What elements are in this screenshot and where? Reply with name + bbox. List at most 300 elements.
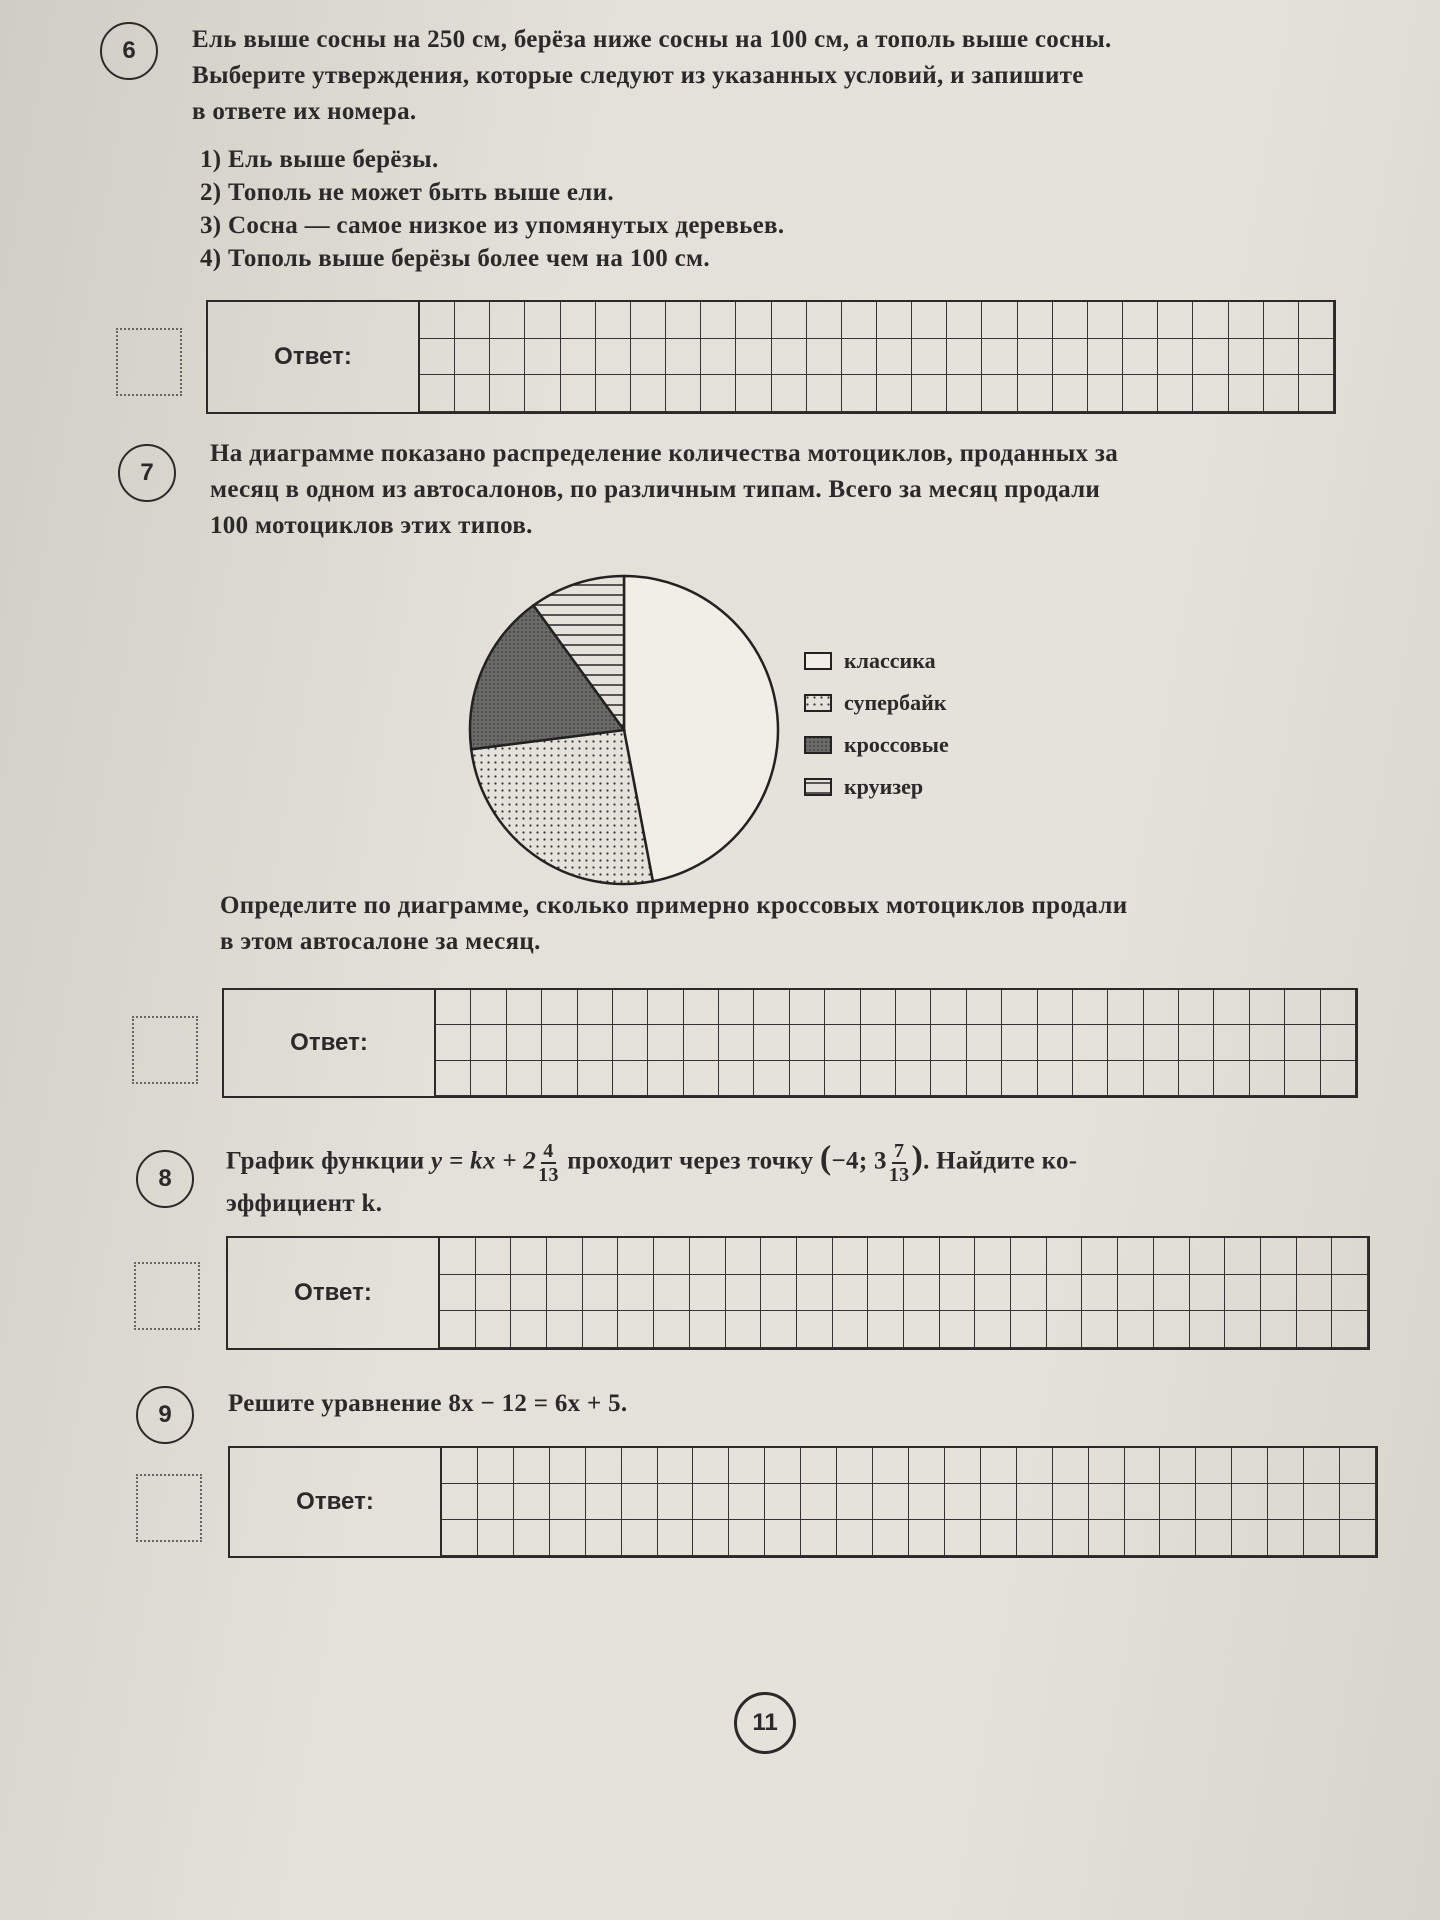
answer-cell[interactable]	[729, 1448, 765, 1484]
answer-cell[interactable]	[1073, 1061, 1108, 1096]
answer-cell[interactable]	[578, 1025, 613, 1060]
answer-cell[interactable]	[729, 1484, 765, 1520]
answer-cell[interactable]	[1158, 339, 1193, 376]
answer-cell[interactable]	[772, 375, 807, 412]
answer-cell[interactable]	[719, 1025, 754, 1060]
answer-cell[interactable]	[511, 1238, 547, 1275]
answer-cell[interactable]	[940, 1311, 976, 1348]
answer-cell[interactable]	[765, 1520, 801, 1556]
answer-cell[interactable]	[837, 1520, 873, 1556]
answer-cell[interactable]	[833, 1238, 869, 1275]
answer-cell[interactable]	[442, 1448, 478, 1484]
answer-cell[interactable]	[1053, 1520, 1089, 1556]
answer-cell[interactable]	[797, 1311, 833, 1348]
answer-cell[interactable]	[719, 1061, 754, 1096]
answer-cell[interactable]	[690, 1275, 726, 1312]
answer-cell[interactable]	[947, 302, 982, 339]
answer-cell[interactable]	[1232, 1520, 1268, 1556]
answer-cell[interactable]	[931, 1061, 966, 1096]
answer-cell[interactable]	[1088, 339, 1123, 376]
answer-cell[interactable]	[547, 1238, 583, 1275]
answer-cell[interactable]	[701, 339, 736, 376]
answer-cell[interactable]	[947, 339, 982, 376]
answer-cell[interactable]	[666, 339, 701, 376]
answer-cell[interactable]	[754, 990, 789, 1025]
answer-cell[interactable]	[1214, 1025, 1249, 1060]
answer-cell[interactable]	[1264, 339, 1299, 376]
answer-cell[interactable]	[1038, 990, 1073, 1025]
answer-cell[interactable]	[982, 339, 1017, 376]
answer-cell[interactable]	[981, 1484, 1017, 1520]
answer-cell[interactable]	[1082, 1238, 1118, 1275]
answer-cell[interactable]	[440, 1238, 476, 1275]
answer-cell[interactable]	[561, 302, 596, 339]
answer-cell[interactable]	[1225, 1238, 1261, 1275]
task-6-answer-grid[interactable]	[420, 302, 1334, 412]
answer-cell[interactable]	[1002, 1025, 1037, 1060]
answer-cell[interactable]	[825, 1025, 860, 1060]
answer-cell[interactable]	[583, 1311, 619, 1348]
answer-cell[interactable]	[631, 375, 666, 412]
answer-cell[interactable]	[1268, 1484, 1304, 1520]
answer-cell[interactable]	[666, 302, 701, 339]
answer-cell[interactable]	[837, 1448, 873, 1484]
answer-cell[interactable]	[701, 302, 736, 339]
answer-cell[interactable]	[765, 1448, 801, 1484]
answer-cell[interactable]	[975, 1275, 1011, 1312]
answer-cell[interactable]	[693, 1484, 729, 1520]
answer-cell[interactable]	[967, 990, 1002, 1025]
answer-cell[interactable]	[861, 990, 896, 1025]
answer-cell[interactable]	[1229, 302, 1264, 339]
answer-cell[interactable]	[1264, 302, 1299, 339]
answer-cell[interactable]	[1340, 1520, 1376, 1556]
answer-cell[interactable]	[514, 1448, 550, 1484]
answer-cell[interactable]	[736, 375, 771, 412]
answer-cell[interactable]	[1214, 990, 1249, 1025]
answer-cell[interactable]	[596, 339, 631, 376]
answer-cell[interactable]	[622, 1448, 658, 1484]
answer-cell[interactable]	[1125, 1484, 1161, 1520]
answer-cell[interactable]	[1299, 339, 1334, 376]
answer-cell[interactable]	[586, 1484, 622, 1520]
answer-cell[interactable]	[561, 375, 596, 412]
answer-cell[interactable]	[436, 1061, 471, 1096]
answer-cell[interactable]	[561, 339, 596, 376]
answer-cell[interactable]	[476, 1311, 512, 1348]
answer-cell[interactable]	[684, 1025, 719, 1060]
answer-cell[interactable]	[842, 339, 877, 376]
answer-cell[interactable]	[861, 1025, 896, 1060]
answer-cell[interactable]	[654, 1275, 690, 1312]
answer-cell[interactable]	[1340, 1484, 1376, 1520]
answer-cell[interactable]	[511, 1311, 547, 1348]
answer-cell[interactable]	[1123, 302, 1158, 339]
answer-cell[interactable]	[772, 339, 807, 376]
answer-cell[interactable]	[904, 1238, 940, 1275]
task-8-answer-box[interactable]	[226, 1236, 1370, 1350]
answer-cell[interactable]	[690, 1238, 726, 1275]
answer-cell[interactable]	[1190, 1238, 1226, 1275]
answer-cell[interactable]	[583, 1275, 619, 1312]
answer-cell[interactable]	[1193, 375, 1228, 412]
answer-cell[interactable]	[945, 1520, 981, 1556]
answer-cell[interactable]	[455, 375, 490, 412]
answer-cell[interactable]	[807, 339, 842, 376]
answer-cell[interactable]	[868, 1238, 904, 1275]
answer-cell[interactable]	[1089, 1520, 1125, 1556]
answer-cell[interactable]	[455, 302, 490, 339]
task-7-answer-grid[interactable]	[436, 990, 1356, 1096]
answer-cell[interactable]	[1285, 1025, 1320, 1060]
answer-cell[interactable]	[807, 375, 842, 412]
answer-cell[interactable]	[542, 1025, 577, 1060]
answer-cell[interactable]	[873, 1484, 909, 1520]
answer-cell[interactable]	[1011, 1311, 1047, 1348]
answer-cell[interactable]	[1214, 1061, 1249, 1096]
answer-cell[interactable]	[1285, 990, 1320, 1025]
answer-cell[interactable]	[471, 990, 506, 1025]
answer-cell[interactable]	[842, 375, 877, 412]
answer-cell[interactable]	[514, 1520, 550, 1556]
answer-cell[interactable]	[912, 339, 947, 376]
answer-cell[interactable]	[618, 1311, 654, 1348]
answer-cell[interactable]	[658, 1484, 694, 1520]
answer-cell[interactable]	[1268, 1520, 1304, 1556]
answer-cell[interactable]	[1011, 1238, 1047, 1275]
answer-cell[interactable]	[507, 990, 542, 1025]
answer-cell[interactable]	[801, 1484, 837, 1520]
answer-cell[interactable]	[631, 302, 666, 339]
answer-cell[interactable]	[833, 1311, 869, 1348]
answer-cell[interactable]	[1053, 339, 1088, 376]
answer-cell[interactable]	[1118, 1238, 1154, 1275]
answer-cell[interactable]	[684, 1061, 719, 1096]
answer-cell[interactable]	[1196, 1484, 1232, 1520]
answer-cell[interactable]	[940, 1275, 976, 1312]
answer-cell[interactable]	[1304, 1484, 1340, 1520]
answer-cell[interactable]	[1017, 1520, 1053, 1556]
answer-cell[interactable]	[1264, 375, 1299, 412]
answer-cell[interactable]	[1261, 1238, 1297, 1275]
answer-cell[interactable]	[658, 1448, 694, 1484]
answer-cell[interactable]	[1018, 302, 1053, 339]
answer-cell[interactable]	[666, 375, 701, 412]
answer-cell[interactable]	[765, 1484, 801, 1520]
answer-cell[interactable]	[1144, 1061, 1179, 1096]
answer-cell[interactable]	[478, 1448, 514, 1484]
answer-cell[interactable]	[1268, 1448, 1304, 1484]
answer-cell[interactable]	[654, 1238, 690, 1275]
answer-cell[interactable]	[442, 1484, 478, 1520]
answer-cell[interactable]	[1011, 1275, 1047, 1312]
answer-cell[interactable]	[618, 1275, 654, 1312]
answer-cell[interactable]	[478, 1484, 514, 1520]
answer-cell[interactable]	[1017, 1448, 1053, 1484]
answer-cell[interactable]	[945, 1448, 981, 1484]
answer-cell[interactable]	[507, 1061, 542, 1096]
answer-cell[interactable]	[455, 339, 490, 376]
answer-cell[interactable]	[1154, 1311, 1190, 1348]
answer-cell[interactable]	[877, 339, 912, 376]
answer-cell[interactable]	[436, 1025, 471, 1060]
answer-cell[interactable]	[1297, 1311, 1333, 1348]
answer-cell[interactable]	[931, 990, 966, 1025]
answer-cell[interactable]	[1196, 1520, 1232, 1556]
answer-cell[interactable]	[1073, 1025, 1108, 1060]
answer-cell[interactable]	[514, 1484, 550, 1520]
answer-cell[interactable]	[507, 1025, 542, 1060]
answer-cell[interactable]	[1285, 1061, 1320, 1096]
answer-cell[interactable]	[975, 1238, 1011, 1275]
answer-cell[interactable]	[490, 375, 525, 412]
answer-cell[interactable]	[654, 1311, 690, 1348]
answer-cell[interactable]	[476, 1275, 512, 1312]
answer-cell[interactable]	[1053, 302, 1088, 339]
answer-cell[interactable]	[440, 1311, 476, 1348]
answer-cell[interactable]	[476, 1238, 512, 1275]
answer-cell[interactable]	[754, 1061, 789, 1096]
answer-cell[interactable]	[596, 302, 631, 339]
answer-cell[interactable]	[511, 1275, 547, 1312]
answer-cell[interactable]	[578, 1061, 613, 1096]
answer-cell[interactable]	[1154, 1275, 1190, 1312]
answer-cell[interactable]	[1232, 1448, 1268, 1484]
answer-cell[interactable]	[1018, 339, 1053, 376]
answer-cell[interactable]	[1299, 302, 1334, 339]
answer-cell[interactable]	[525, 375, 560, 412]
answer-cell[interactable]	[772, 302, 807, 339]
answer-cell[interactable]	[873, 1448, 909, 1484]
answer-cell[interactable]	[1304, 1448, 1340, 1484]
answer-cell[interactable]	[690, 1311, 726, 1348]
answer-cell[interactable]	[729, 1520, 765, 1556]
answer-cell[interactable]	[586, 1520, 622, 1556]
answer-cell[interactable]	[1179, 990, 1214, 1025]
answer-cell[interactable]	[736, 302, 771, 339]
answer-cell[interactable]	[981, 1448, 1017, 1484]
answer-cell[interactable]	[790, 1061, 825, 1096]
answer-cell[interactable]	[1053, 1448, 1089, 1484]
answer-cell[interactable]	[797, 1238, 833, 1275]
answer-cell[interactable]	[912, 302, 947, 339]
answer-cell[interactable]	[1108, 1061, 1143, 1096]
answer-cell[interactable]	[1038, 1025, 1073, 1060]
answer-cell[interactable]	[1047, 1238, 1083, 1275]
answer-cell[interactable]	[726, 1311, 762, 1348]
answer-cell[interactable]	[1340, 1448, 1376, 1484]
answer-cell[interactable]	[1118, 1311, 1154, 1348]
answer-cell[interactable]	[550, 1520, 586, 1556]
answer-cell[interactable]	[1089, 1448, 1125, 1484]
answer-cell[interactable]	[945, 1484, 981, 1520]
answer-cell[interactable]	[1088, 302, 1123, 339]
answer-cell[interactable]	[761, 1311, 797, 1348]
answer-cell[interactable]	[1261, 1311, 1297, 1348]
answer-cell[interactable]	[1158, 302, 1193, 339]
answer-cell[interactable]	[981, 1520, 1017, 1556]
answer-cell[interactable]	[1321, 1061, 1356, 1096]
answer-cell[interactable]	[896, 990, 931, 1025]
answer-cell[interactable]	[440, 1275, 476, 1312]
answer-cell[interactable]	[842, 302, 877, 339]
answer-cell[interactable]	[1179, 1061, 1214, 1096]
answer-cell[interactable]	[877, 302, 912, 339]
answer-cell[interactable]	[693, 1520, 729, 1556]
answer-cell[interactable]	[1082, 1311, 1118, 1348]
answer-cell[interactable]	[1088, 375, 1123, 412]
answer-cell[interactable]	[967, 1061, 1002, 1096]
answer-cell[interactable]	[1193, 339, 1228, 376]
answer-cell[interactable]	[1297, 1275, 1333, 1312]
task-7-answer-box[interactable]	[222, 988, 1358, 1098]
answer-cell[interactable]	[648, 990, 683, 1025]
answer-cell[interactable]	[1196, 1448, 1232, 1484]
answer-cell[interactable]	[1082, 1275, 1118, 1312]
answer-cell[interactable]	[478, 1520, 514, 1556]
answer-cell[interactable]	[904, 1311, 940, 1348]
answer-cell[interactable]	[1089, 1484, 1125, 1520]
answer-cell[interactable]	[471, 1025, 506, 1060]
answer-cell[interactable]	[613, 1061, 648, 1096]
answer-cell[interactable]	[1225, 1311, 1261, 1348]
answer-cell[interactable]	[420, 339, 455, 376]
answer-cell[interactable]	[1321, 1025, 1356, 1060]
answer-cell[interactable]	[940, 1238, 976, 1275]
answer-cell[interactable]	[1158, 375, 1193, 412]
answer-cell[interactable]	[1125, 1448, 1161, 1484]
answer-cell[interactable]	[542, 990, 577, 1025]
answer-cell[interactable]	[975, 1311, 1011, 1348]
answer-cell[interactable]	[578, 990, 613, 1025]
answer-cell[interactable]	[547, 1275, 583, 1312]
answer-cell[interactable]	[801, 1520, 837, 1556]
answer-cell[interactable]	[420, 375, 455, 412]
answer-cell[interactable]	[873, 1520, 909, 1556]
answer-cell[interactable]	[931, 1025, 966, 1060]
answer-cell[interactable]	[701, 375, 736, 412]
answer-cell[interactable]	[761, 1238, 797, 1275]
answer-cell[interactable]	[1225, 1275, 1261, 1312]
answer-cell[interactable]	[837, 1484, 873, 1520]
answer-cell[interactable]	[1304, 1520, 1340, 1556]
answer-cell[interactable]	[583, 1238, 619, 1275]
answer-cell[interactable]	[909, 1520, 945, 1556]
answer-cell[interactable]	[909, 1448, 945, 1484]
answer-cell[interactable]	[1118, 1275, 1154, 1312]
answer-cell[interactable]	[658, 1520, 694, 1556]
answer-cell[interactable]	[648, 1061, 683, 1096]
answer-cell[interactable]	[1154, 1238, 1190, 1275]
answer-cell[interactable]	[1038, 1061, 1073, 1096]
answer-cell[interactable]	[1250, 1025, 1285, 1060]
answer-cell[interactable]	[1190, 1275, 1226, 1312]
answer-cell[interactable]	[542, 1061, 577, 1096]
answer-cell[interactable]	[550, 1448, 586, 1484]
answer-cell[interactable]	[1190, 1311, 1226, 1348]
answer-cell[interactable]	[1332, 1311, 1368, 1348]
answer-cell[interactable]	[1160, 1448, 1196, 1484]
answer-cell[interactable]	[1332, 1238, 1368, 1275]
answer-cell[interactable]	[801, 1448, 837, 1484]
answer-cell[interactable]	[1332, 1275, 1368, 1312]
answer-cell[interactable]	[490, 302, 525, 339]
answer-cell[interactable]	[1073, 990, 1108, 1025]
answer-cell[interactable]	[613, 1025, 648, 1060]
task-6-answer-box[interactable]	[206, 300, 1336, 414]
answer-cell[interactable]	[1002, 1061, 1037, 1096]
answer-cell[interactable]	[648, 1025, 683, 1060]
answer-cell[interactable]	[1250, 990, 1285, 1025]
answer-cell[interactable]	[631, 339, 666, 376]
answer-cell[interactable]	[896, 1025, 931, 1060]
answer-cell[interactable]	[1108, 990, 1143, 1025]
answer-cell[interactable]	[1160, 1484, 1196, 1520]
answer-cell[interactable]	[736, 339, 771, 376]
answer-cell[interactable]	[471, 1061, 506, 1096]
task-9-answer-box[interactable]	[228, 1446, 1378, 1558]
answer-cell[interactable]	[1108, 1025, 1143, 1060]
answer-cell[interactable]	[1250, 1061, 1285, 1096]
answer-cell[interactable]	[1160, 1520, 1196, 1556]
answer-cell[interactable]	[613, 990, 648, 1025]
answer-cell[interactable]	[1321, 990, 1356, 1025]
answer-cell[interactable]	[596, 375, 631, 412]
answer-cell[interactable]	[896, 1061, 931, 1096]
answer-cell[interactable]	[825, 990, 860, 1025]
answer-cell[interactable]	[1053, 375, 1088, 412]
answer-cell[interactable]	[1053, 1484, 1089, 1520]
answer-cell[interactable]	[1261, 1275, 1297, 1312]
answer-cell[interactable]	[833, 1275, 869, 1312]
answer-cell[interactable]	[547, 1311, 583, 1348]
answer-cell[interactable]	[761, 1275, 797, 1312]
answer-cell[interactable]	[622, 1520, 658, 1556]
answer-cell[interactable]	[442, 1520, 478, 1556]
answer-cell[interactable]	[790, 990, 825, 1025]
answer-cell[interactable]	[1193, 302, 1228, 339]
answer-cell[interactable]	[868, 1311, 904, 1348]
answer-cell[interactable]	[861, 1061, 896, 1096]
answer-cell[interactable]	[982, 375, 1017, 412]
answer-cell[interactable]	[1229, 339, 1264, 376]
answer-cell[interactable]	[618, 1238, 654, 1275]
answer-cell[interactable]	[807, 302, 842, 339]
task-8-answer-grid[interactable]	[440, 1238, 1368, 1348]
answer-cell[interactable]	[1125, 1520, 1161, 1556]
answer-cell[interactable]	[622, 1484, 658, 1520]
answer-cell[interactable]	[1144, 1025, 1179, 1060]
answer-cell[interactable]	[1144, 990, 1179, 1025]
answer-cell[interactable]	[1232, 1484, 1268, 1520]
answer-cell[interactable]	[525, 302, 560, 339]
answer-cell[interactable]	[525, 339, 560, 376]
answer-cell[interactable]	[912, 375, 947, 412]
answer-cell[interactable]	[1047, 1311, 1083, 1348]
answer-cell[interactable]	[1299, 375, 1334, 412]
answer-cell[interactable]	[1229, 375, 1264, 412]
answer-cell[interactable]	[825, 1061, 860, 1096]
answer-cell[interactable]	[726, 1238, 762, 1275]
answer-cell[interactable]	[754, 1025, 789, 1060]
answer-cell[interactable]	[1002, 990, 1037, 1025]
answer-cell[interactable]	[1018, 375, 1053, 412]
answer-cell[interactable]	[490, 339, 525, 376]
answer-cell[interactable]	[1017, 1484, 1053, 1520]
answer-cell[interactable]	[877, 375, 912, 412]
answer-cell[interactable]	[726, 1275, 762, 1312]
answer-cell[interactable]	[719, 990, 754, 1025]
